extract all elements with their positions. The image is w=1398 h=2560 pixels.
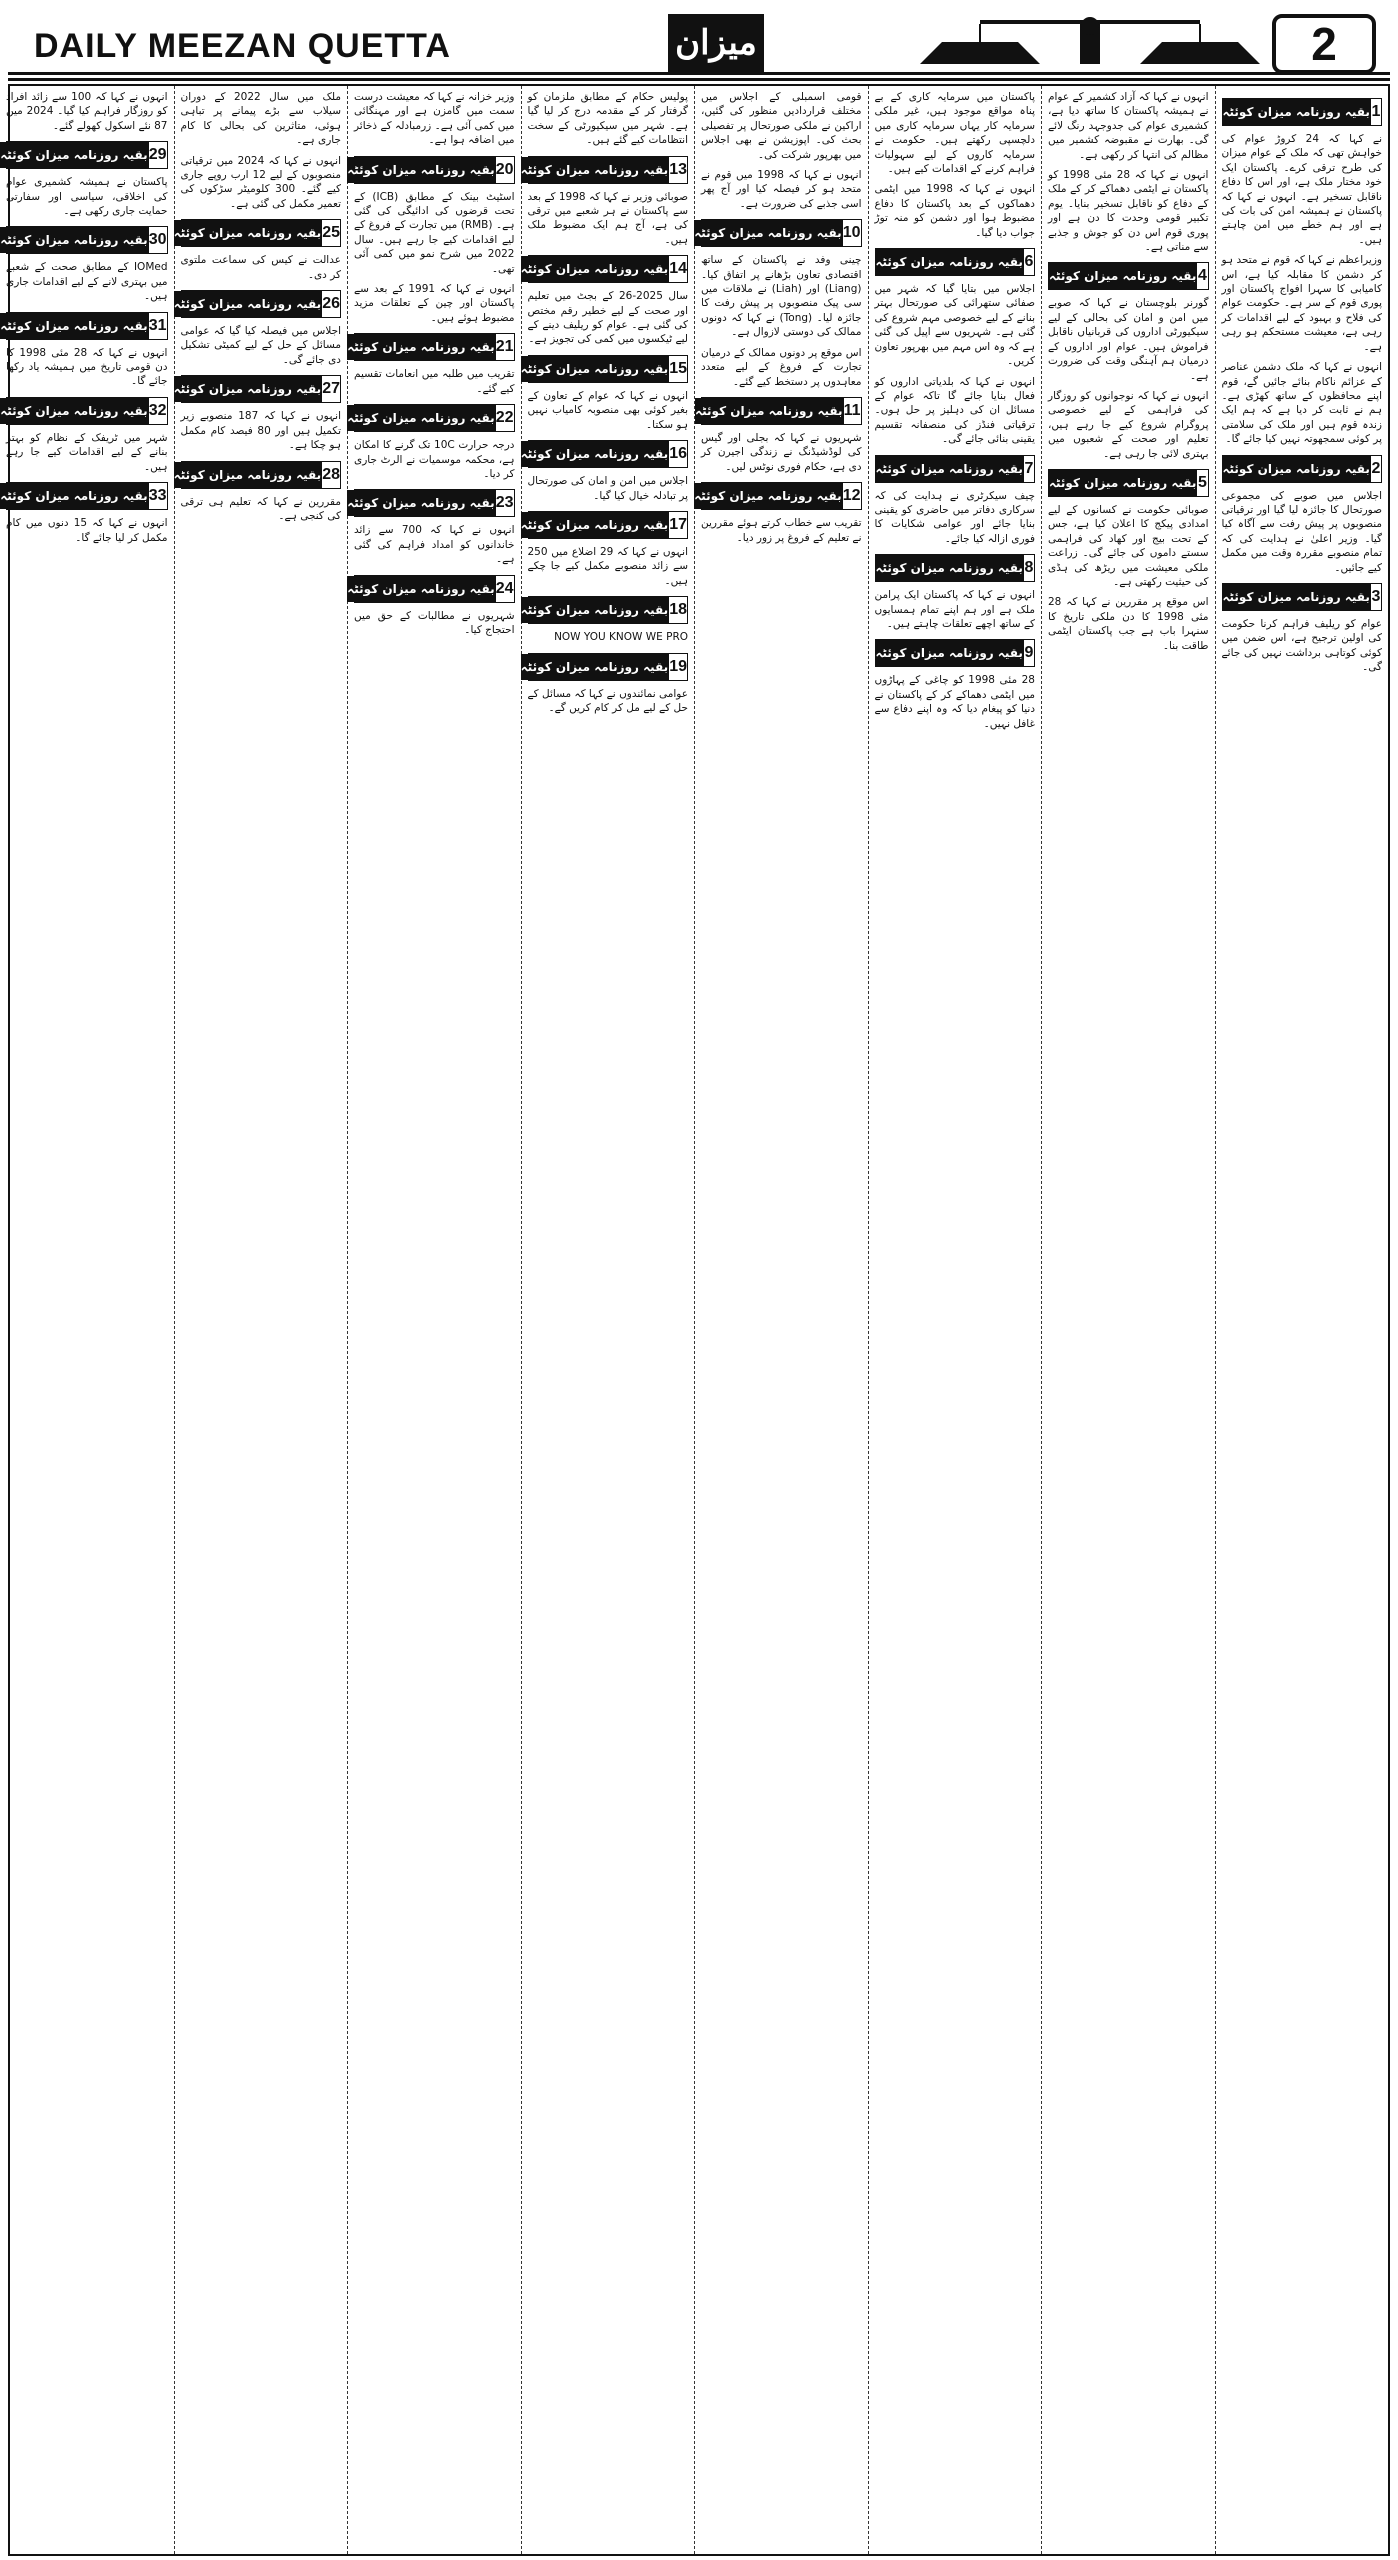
continuation-badge bbox=[347, 333, 515, 361]
continuation-label: بقیہ روزنامہ میزان کوئٹہ bbox=[1223, 456, 1370, 482]
continuation-badge bbox=[875, 455, 1036, 483]
continuation-badge bbox=[0, 397, 168, 425]
continuation-label: بقیہ روزنامہ میزان کوئٹہ bbox=[0, 483, 147, 509]
continuation-label: بقیہ روزنامہ میزان کوئٹہ bbox=[1049, 470, 1196, 496]
article-paragraph: اس موقع پر مقررین نے کہا کہ 28 مئی 1998 کا دن ملکی تاریخ کا سنہرا باب ہے جب پاکستان ایٹمی طاقت بنا۔ bbox=[1048, 596, 1209, 652]
continuation-number: 2 bbox=[1370, 456, 1381, 482]
continuation-number: 18 bbox=[668, 597, 687, 623]
article-paragraph: انہوں نے کہا کہ عوام کے تعاون کے بغیر کوئی بھی منصوبہ کامیاب نہیں ہو سکتا۔ bbox=[527, 389, 688, 431]
continuation-badge bbox=[1222, 583, 1383, 611]
article-paragraph: انہوں نے کہا کہ 28 مئی 1998 کو پاکستان نے ایٹمی دھماکے کر کے ملک کے دفاع کو ناقابل تسخیر بنایا۔ یوم تکبیر قومی وحدت کا دن ہے اور پوری قوم اس دن کو جوش و جذبے سے مناتی ہے۔ bbox=[1048, 169, 1209, 254]
continuation-badge bbox=[173, 375, 342, 403]
article-paragraph: ملک میں سال 2022 کے دوران سیلاب سے بڑے پیمانے پر تباہی ہوئی، متاثرین کی بحالی کا کام جاری ہے۔ bbox=[180, 91, 341, 147]
continuation-number: 26 bbox=[321, 291, 340, 317]
continuation-badge bbox=[520, 156, 689, 184]
continuation-label: بقیہ روزنامہ میزان کوئٹہ bbox=[0, 227, 147, 253]
article-paragraph: نے کہا کہ 24 کروڑ عوام کی خواہش تھی کہ ملک کے عوام میزان کی طرح ترقی کرے۔ پاکستان ایک خود مختار ملک ہے، اور اس کا دفاع ناقابل تسخیر ہے۔ انہوں نے کہا کہ پاکستان نے ہمیشہ امن کی بات کی ہے اور ہم خطے میں امن چاہتے ہیں۔ bbox=[1221, 133, 1382, 246]
continuation-number: 7 bbox=[1023, 456, 1034, 482]
article-paragraph: NOW YOU KNOW WE PRO bbox=[554, 631, 688, 644]
article-paragraph: شہریوں نے کہا کہ بجلی اور گیس کی لوڈشیڈنگ نے زندگی اجیرن کر دی ہے، حکام فوری نوٹس لیں۔ bbox=[701, 431, 862, 473]
continuation-number: 3 bbox=[1370, 584, 1381, 610]
article-paragraph: انہوں نے کہا کہ 15 دنوں میں کام مکمل کر لیا جائے گا۔ bbox=[6, 517, 168, 544]
continuation-label: بقیہ روزنامہ میزان کوئٹہ bbox=[1049, 263, 1196, 289]
continuation-label: بقیہ روزنامہ میزان کوئٹہ bbox=[347, 157, 494, 183]
continuation-label: بقیہ روزنامہ میزان کوئٹہ bbox=[521, 256, 668, 282]
continuation-number: 28 bbox=[321, 462, 340, 488]
article-columns bbox=[0, 84, 1390, 2556]
continuation-badge bbox=[695, 397, 862, 425]
article-paragraph: تقریب میں طلبہ میں انعامات تقسیم کیے گئے۔ bbox=[354, 368, 515, 395]
article-paragraph: شہر میں ٹریفک کے نظام کو بہتر بنانے کے لیے اقدامات کیے جا رہے ہیں۔ bbox=[6, 431, 168, 473]
continuation-number: 14 bbox=[668, 256, 687, 282]
article-paragraph: انہوں نے کہا کہ آزاد کشمیر کے عوام نے ہمیشہ پاکستان کا ساتھ دیا ہے، کشمیری عوام کی جدوجہد رنگ لائے گی۔ بھارت نے مقبوضہ کشمیر میں مظالم کی انتہا کر رکھی ہے۔ bbox=[1048, 91, 1209, 161]
article-paragraph: پاکستان میں سرمایہ کاری کے بے پناہ مواقع موجود ہیں، غیر ملکی سرمایہ کار یہاں سرمایہ کاری میں دلچسپی رکھتے ہیں۔ حکومت نے سرمایہ کاروں کے لیے سہولیات فراہم کرنے کے اقدامات کیے ہیں۔ bbox=[874, 91, 1035, 176]
continuation-number: 8 bbox=[1023, 555, 1034, 581]
article-paragraph: اسٹیٹ بینک کے مطابق (ICB) کے تحت قرضوں کی ادائیگی کی گئی ہے۔ (RMB) میں تجارت کے فروغ کے لیے اقدامات کیے جا رہے ہیں۔ سال 2022 میں شرح نمو میں کمی آئی تھی۔ bbox=[354, 190, 515, 275]
continuation-badge bbox=[1222, 455, 1383, 483]
continuation-badge bbox=[347, 575, 515, 603]
article-paragraph: قومی اسمبلی کے اجلاس میں مختلف قراردادیں منظور کی گئیں، اراکین نے ملکی صورتحال پر تفصیلی بحث کی۔ اپوزیشن نے بھی اجلاس میں بھرپور شرکت کی۔ bbox=[701, 91, 862, 161]
continuation-badge bbox=[520, 596, 689, 624]
continuation-label: بقیہ روزنامہ میزان کوئٹہ bbox=[876, 555, 1023, 581]
continuation-badge bbox=[1048, 469, 1209, 497]
continuation-number: 13 bbox=[668, 157, 687, 183]
continuation-number: 15 bbox=[668, 356, 687, 382]
continuation-label: بقیہ روزنامہ میزان کوئٹہ bbox=[174, 462, 321, 488]
article-paragraph: وزیراعظم نے کہا کہ قوم نے متحد ہو کر دشمن کا مقابلہ کیا ہے، اس کامیابی کا سہرا افواج پاکستان اور پوری قوم کے سر ہے۔ حکومت عوام کی فلاح و بہبود کے لیے اقدامات کر رہی ہے، معیشت مستحکم ہو رہی ہے۔ bbox=[1221, 254, 1382, 353]
article-paragraph: انہوں نے کہا کہ 700 سے زائد خاندانوں کو امداد فراہم کی گئی ہے۔ bbox=[354, 524, 515, 566]
continuation-label: بقیہ روزنامہ میزان کوئٹہ bbox=[174, 376, 321, 402]
continuation-label: بقیہ روزنامہ میزان کوئٹہ bbox=[521, 654, 668, 680]
continuation-number: 6 bbox=[1023, 249, 1034, 275]
article-paragraph: اجلاس میں بتایا گیا کہ شہر میں صفائی ستھرائی کی صورتحال بہتر بنانے کے لیے خصوصی مہم شروع کی گئی ہے۔ شہریوں سے اپیل کی گئی ہے کہ وہ اس مہم میں بھرپور تعاون کریں۔ bbox=[874, 283, 1035, 368]
page-number: 2 bbox=[1272, 14, 1376, 74]
article-paragraph: اجلاس میں فیصلہ کیا گیا کہ عوامی مسائل کے حل کے لیے کمیٹی تشکیل دی جائے گی۔ bbox=[180, 325, 341, 366]
continuation-number: 31 bbox=[148, 313, 167, 339]
continuation-number: 21 bbox=[495, 334, 514, 360]
continuation-label: بقیہ روزنامہ میزان کوئٹہ bbox=[1223, 584, 1370, 610]
news-column bbox=[521, 86, 695, 2554]
article-paragraph: 28 مئی 1998 کو چاغی کے پہاڑوں میں ایٹمی دھماکے کر کے پاکستان نے دنیا کو پیغام دیا کہ وہ اپنے دفاع سے غافل نہیں۔ bbox=[874, 674, 1035, 730]
continuation-badge bbox=[0, 226, 168, 254]
news-column bbox=[694, 86, 868, 2554]
continuation-label: بقیہ روزنامہ میزان کوئٹہ bbox=[521, 157, 668, 183]
article-paragraph: انہوں نے کہا کہ 187 منصوبے زیر تکمیل ہیں اور 80 فیصد کام مکمل ہو چکا ہے۔ bbox=[180, 410, 342, 452]
continuation-badge bbox=[520, 511, 689, 539]
continuation-label: بقیہ روزنامہ میزان کوئٹہ bbox=[347, 576, 494, 602]
article-paragraph: شہریوں نے مطالبات کے حق میں احتجاج کیا۔ bbox=[354, 609, 515, 636]
continuation-badge bbox=[0, 141, 168, 169]
scales-of-justice-icon bbox=[920, 16, 1260, 66]
continuation-number: 24 bbox=[495, 576, 514, 602]
masthead-title: DAILY MEEZAN QUETTA bbox=[34, 27, 451, 65]
article-paragraph: انہوں نے کہا کہ 1998 میں قوم نے متحد ہو کر فیصلہ کیا اور آج پھر اسی جذبے کی ضرورت ہے۔ bbox=[701, 169, 862, 210]
news-column bbox=[1215, 86, 1389, 2554]
continuation-badge bbox=[694, 482, 862, 510]
article-paragraph: چیف سیکرٹری نے ہدایت کی کہ سرکاری دفاتر میں حاضری کو یقینی بنایا جائے اور عوامی شکایات کا فوری ازالہ کیا جائے۔ bbox=[874, 489, 1035, 545]
continuation-number: 27 bbox=[321, 376, 340, 402]
news-column bbox=[174, 86, 348, 2554]
article-paragraph: صوبائی وزیر نے کہا کہ 1998 کے بعد سے پاکستان نے ہر شعبے میں ترقی کی ہے، آج ہم ایک مضبوط ملک ہیں۔ bbox=[527, 190, 688, 246]
continuation-badge bbox=[875, 248, 1036, 276]
continuation-number: 17 bbox=[668, 512, 687, 538]
continuation-badge bbox=[520, 255, 689, 283]
continuation-number: 30 bbox=[148, 227, 167, 253]
article-paragraph: انہوں نے کہا کہ 1998 میں ایٹمی دھماکوں کے بعد پاکستان کا دفاع مضبوط ہوا اور دشمن کو منہ توڑ جواب دیا گیا۔ bbox=[874, 183, 1035, 239]
continuation-badge bbox=[520, 653, 689, 681]
continuation-label: بقیہ روزنامہ میزان کوئٹہ bbox=[0, 313, 147, 339]
continuation-number: 32 bbox=[148, 398, 167, 424]
news-column bbox=[347, 86, 521, 2554]
continuation-number: 4 bbox=[1196, 263, 1207, 289]
continuation-number: 5 bbox=[1196, 470, 1207, 496]
continuation-badge bbox=[694, 219, 862, 247]
continuation-number: 33 bbox=[148, 483, 167, 509]
continuation-label: بقیہ روزنامہ میزان کوئٹہ bbox=[876, 249, 1023, 275]
continuation-label: بقیہ روزنامہ میزان کوئٹہ bbox=[1223, 99, 1370, 125]
article-paragraph: عوام کو ریلیف فراہم کرنا حکومت کی اولین ترجیح ہے، اس ضمن میں کوئی کوتاہی برداشت نہیں کی جائے گی۔ bbox=[1221, 617, 1382, 674]
continuation-label: بقیہ روزنامہ میزان کوئٹہ bbox=[174, 291, 321, 317]
article-paragraph: انہوں نے کہا کہ 2024 میں ترقیاتی منصوبوں کے لیے 12 ارب روپے جاری کیے گئے۔ 300 کلومیٹر سڑکوں کی تعمیر مکمل کی گئی ہے۔ bbox=[180, 154, 341, 210]
continuation-label: بقیہ روزنامہ میزان کوئٹہ bbox=[174, 220, 321, 246]
article-paragraph: انہوں نے کہا کہ 29 اضلاع میں 250 سے زائد منصوبے مکمل کیے جا چکے ہیں۔ bbox=[527, 545, 688, 587]
article-paragraph: انہوں نے کہا کہ بلدیاتی اداروں کو فعال بنایا جائے گا تاکہ عوام کے مسائل ان کی دہلیز پر حل ہوں۔ ترقیاتی فنڈز کی منصفانہ تقسیم یقینی بنائی جائے گی۔ bbox=[874, 375, 1035, 446]
article-paragraph: اجلاس میں امن و امان کی صورتحال پر تبادلہ خیال کیا گیا۔ bbox=[527, 475, 688, 502]
article-paragraph: انہوں نے کہا کہ 100 سے زائد افراد کو روزگار فراہم کیا گیا۔ 2024 میں 87 نئے اسکول کھولے گئے۔ bbox=[6, 91, 168, 132]
continuation-badge bbox=[1222, 98, 1383, 126]
news-column bbox=[1041, 86, 1215, 2554]
continuation-number: 11 bbox=[843, 398, 861, 424]
article-paragraph: انہوں نے کہا کہ 28 مئی 1998 کا دن قومی تاریخ میں ہمیشہ یاد رکھا جائے گا۔ bbox=[6, 346, 168, 388]
continuation-label: بقیہ روزنامہ میزان کوئٹہ bbox=[521, 356, 668, 382]
continuation-badge bbox=[0, 482, 168, 510]
continuation-label: بقیہ روزنامہ میزان کوئٹہ bbox=[695, 398, 842, 424]
article-paragraph: انہوں نے کہا کہ ملک دشمن عناصر کے عزائم ناکام بنائے جائیں گے، قوم اپنے محافظوں کے ساتھ کھڑی ہے۔ ہم نے ثابت کر دیا ہے کہ ہم ایک زندہ قوم ہیں اور ملک کی سلامتی پر کوئی سمجھوتہ نہیں کیا جائے گا۔ bbox=[1221, 361, 1382, 446]
continuation-badge bbox=[1048, 262, 1209, 290]
continuation-label: بقیہ روزنامہ میزان کوئٹہ bbox=[347, 405, 494, 431]
continuation-number: 23 bbox=[495, 490, 514, 516]
continuation-number: 10 bbox=[842, 220, 861, 246]
continuation-number: 22 bbox=[495, 405, 514, 431]
continuation-label: بقیہ روزنامہ میزان کوئٹہ bbox=[521, 512, 668, 538]
article-paragraph: اجلاس میں صوبے کی مجموعی صورتحال کا جائزہ لیا گیا اور ترقیاتی منصوبوں پر پیش رفت سے آگاہ کیا گیا۔ وزیر اعلیٰ نے ہدایت کی کہ تمام منصوبے مقررہ وقت میں مکمل کیے جائیں۔ bbox=[1221, 489, 1382, 574]
continuation-label: بقیہ روزنامہ میزان کوئٹہ bbox=[694, 483, 841, 509]
article-paragraph: انہوں نے کہا کہ نوجوانوں کو روزگار کی فراہمی کے لیے خصوصی پروگرام شروع کیے جا رہے ہیں، تعلیم اور صحت کے شعبوں میں بہتری لائی جا رہی ہے۔ bbox=[1048, 389, 1209, 460]
news-column bbox=[868, 86, 1042, 2554]
article-paragraph: درجہ حرارت 10C تک گرنے کا امکان ہے، محکمہ موسمیات نے الرٹ جاری کر دیا۔ bbox=[354, 439, 515, 480]
continuation-number: 25 bbox=[321, 220, 340, 246]
continuation-badge bbox=[875, 554, 1036, 582]
article-paragraph: اس موقع پر دونوں ممالک کے درمیان تجارت کے فروغ کے لیے متعدد معاہدوں پر دستخط کیے گئے۔ bbox=[701, 346, 862, 388]
continuation-label: بقیہ روزنامہ میزان کوئٹہ bbox=[0, 142, 147, 168]
article-paragraph: مقررین نے کہا کہ تعلیم ہی ترقی کی کنجی ہے۔ bbox=[180, 495, 341, 522]
continuation-label: بقیہ روزنامہ میزان کوئٹہ bbox=[0, 398, 147, 424]
continuation-number: 20 bbox=[495, 157, 514, 183]
article-paragraph: انہوں نے کہا کہ 1991 کے بعد سے پاکستان اور چین کے تعلقات مزید مضبوط ہوئے ہیں۔ bbox=[354, 283, 515, 324]
article-paragraph: گورنر بلوچستان نے کہا کہ صوبے میں امن و امان کی بحالی کے لیے سیکیورٹی اداروں کی قربانیاں ناقابل فراموش ہیں۔ عوام اور اداروں کے درمیان ہم آہنگی وقت کی ضرورت ہے۔ bbox=[1048, 297, 1209, 382]
continuation-label: بقیہ روزنامہ میزان کوئٹہ bbox=[521, 441, 668, 467]
masthead-divider bbox=[8, 78, 1390, 81]
continuation-badge bbox=[173, 219, 342, 247]
article-paragraph: وزیر خزانہ نے کہا کہ معیشت درست سمت میں گامزن ہے اور مہنگائی میں کمی آئی ہے۔ زرمبادلہ کے ذخائر میں اضافہ ہوا ہے۔ bbox=[354, 91, 515, 147]
continuation-badge bbox=[875, 639, 1036, 667]
news-column bbox=[0, 86, 174, 2554]
article-paragraph: سال 2025-26 کے بجٹ میں تعلیم اور صحت کے لیے خطیر رقم مختص کی گئی ہے۔ عوام کو ریلیف دینے کے لیے ٹیکسوں میں کمی کی تجویز ہے۔ bbox=[527, 290, 688, 346]
continuation-label: بقیہ روزنامہ میزان کوئٹہ bbox=[347, 490, 494, 516]
continuation-number: 9 bbox=[1023, 640, 1034, 666]
article-paragraph: صوبائی حکومت نے کسانوں کے لیے امدادی پیکج کا اعلان کیا ہے، جس کے تحت بیج اور کھاد کی فراہمی سستے داموں کی جائے گی۔ زراعت ملکی معیشت میں ریڑھ کی ہڈی کی حیثیت رکھتی ہے۔ bbox=[1048, 503, 1209, 588]
continuation-label: بقیہ روزنامہ میزان کوئٹہ bbox=[694, 220, 841, 246]
article-paragraph: پولیس حکام کے مطابق ملزمان کو گرفتار کر کے مقدمہ درج کر لیا گیا ہے۔ شہر میں سیکیورٹی کے سخت انتظامات کیے گئے ہیں۔ bbox=[527, 91, 688, 147]
continuation-badge bbox=[173, 290, 342, 318]
article-paragraph: عوامی نمائندوں نے کہا کہ مسائل کے حل کے لیے مل کر کام کریں گے۔ bbox=[527, 687, 688, 714]
masthead-logo: میزان bbox=[668, 14, 764, 72]
continuation-badge bbox=[0, 312, 168, 340]
article-paragraph: عدالت نے کیس کی سماعت ملتوی کر دی۔ bbox=[180, 254, 341, 281]
continuation-label: بقیہ روزنامہ میزان کوئٹہ bbox=[347, 334, 494, 360]
continuation-number: 16 bbox=[668, 441, 687, 467]
article-paragraph: تقریب سے خطاب کرتے ہوئے مقررین نے تعلیم کے فروغ پر زور دیا۔ bbox=[701, 517, 862, 544]
continuation-badge bbox=[520, 440, 689, 468]
article-paragraph: چینی وفد نے پاکستان کے ساتھ اقتصادی تعاون بڑھانے پر اتفاق کیا۔ (Liang) اور (Liah) نے ملاقات میں سی پیک منصوبوں پر پیش رفت کا جائزہ لیا۔ (Tong) نے کہا کہ دونوں ممالک کی دوستی لازوال ہے۔ bbox=[701, 254, 862, 339]
continuation-number: 12 bbox=[842, 483, 861, 509]
continuation-number: 1 bbox=[1370, 99, 1381, 125]
continuation-badge bbox=[173, 461, 342, 489]
article-paragraph: IOMed کے مطابق صحت کے شعبے میں بہتری لانے کے لیے اقدامات جاری ہیں۔ bbox=[6, 261, 168, 303]
continuation-badge bbox=[347, 156, 515, 184]
article-paragraph: انہوں نے کہا کہ پاکستان ایک پرامن ملک ہے اور ہم اپنے تمام ہمسایوں کے ساتھ اچھے تعلقات چاہتے ہیں۔ bbox=[874, 589, 1035, 630]
continuation-label: بقیہ روزنامہ میزان کوئٹہ bbox=[876, 456, 1023, 482]
continuation-badge bbox=[347, 404, 515, 432]
continuation-number: 29 bbox=[148, 142, 167, 168]
article-paragraph: پاکستان نے ہمیشہ کشمیری عوام کی اخلاقی، سیاسی اور سفارتی حمایت جاری رکھی ہے۔ bbox=[6, 176, 168, 218]
continuation-label: بقیہ روزنامہ میزان کوئٹہ bbox=[876, 640, 1023, 666]
continuation-label: بقیہ روزنامہ میزان کوئٹہ bbox=[521, 597, 668, 623]
continuation-badge bbox=[520, 355, 689, 383]
continuation-number: 19 bbox=[668, 654, 687, 680]
continuation-badge bbox=[347, 489, 515, 517]
masthead bbox=[8, 0, 1390, 75]
